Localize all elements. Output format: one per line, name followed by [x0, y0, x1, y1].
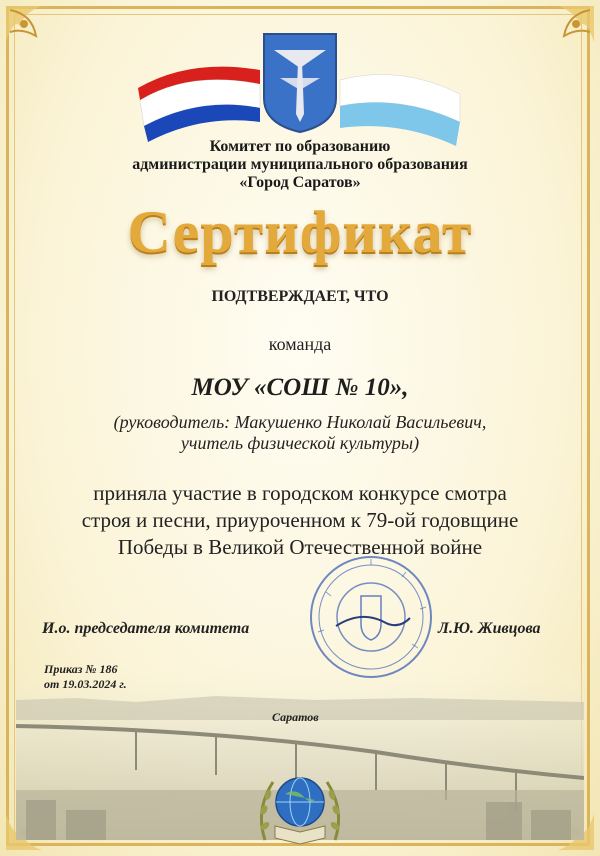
official-round-stamp-icon	[306, 552, 436, 682]
issuer-line: «Город Саратов»	[239, 174, 361, 191]
certificate-title: Сертификат	[127, 199, 473, 265]
issuer-line: администрации муниципального образования	[132, 156, 468, 173]
order-date: от 19.03.2024 г.	[44, 677, 127, 691]
order-reference	[44, 662, 127, 692]
participation-text	[30, 480, 570, 561]
signer-title: И.о. председателя комитета	[42, 620, 250, 637]
leader-block	[40, 412, 560, 454]
order-number: Приказ № 186	[44, 662, 118, 676]
participation-line: Победы в Великой Отечественной войне	[117, 535, 483, 559]
saratov-coat-of-arms-icon	[258, 28, 342, 136]
issuer-line: Комитет по образованию	[209, 138, 391, 155]
corner-ornament-icon	[528, 2, 598, 72]
leader-line: (руководитель: Макушенко Николай Васильевич,	[113, 412, 487, 432]
globe-book-laurel-icon	[255, 760, 345, 846]
confirms-text: ПОДТВЕРЖДАЕТ, ЧТО	[211, 288, 389, 305]
corner-ornament-icon	[2, 2, 72, 72]
organization-name: МОУ «СОШ № 10»,	[191, 374, 409, 401]
issuer-block	[60, 138, 540, 192]
city-name: Саратов	[272, 710, 319, 724]
signer-name: Л.Ю. Живцова	[438, 620, 541, 637]
participation-line: приняла участие в городском конкурсе смотра	[93, 481, 507, 505]
participation-line: строя и песни, приуроченном к 79-ой годовщине	[81, 508, 519, 532]
leader-line: учитель физической культуры)	[180, 433, 420, 453]
team-label: команда	[268, 334, 332, 354]
